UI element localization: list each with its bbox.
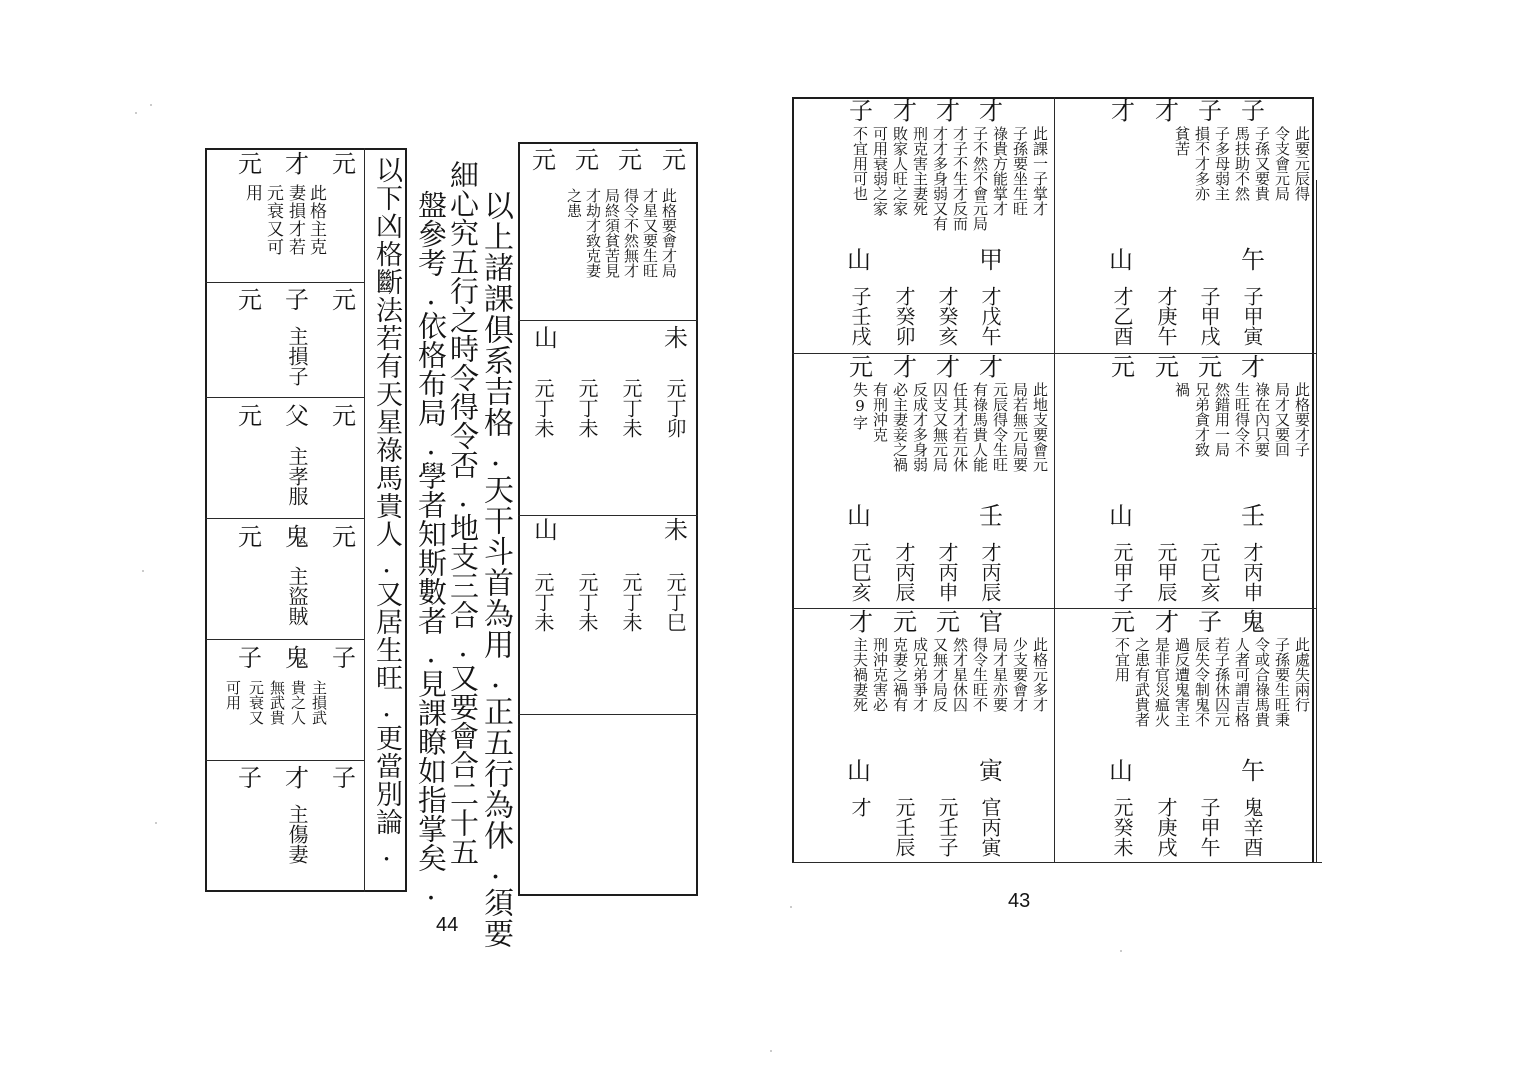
ganzhi-column: 元丁未 xyxy=(619,378,643,438)
cell-note: 子孫要生旺秉 xyxy=(1273,637,1291,727)
cell-note: 少支要會才 xyxy=(1011,637,1029,712)
ganzhi-column: 官丙寅 xyxy=(978,797,1002,857)
cell-note: 子孫要坐生旺 xyxy=(1011,126,1029,216)
cell-note: 主盜賊 xyxy=(285,566,309,626)
ganzhi-column: 元丁未 xyxy=(531,572,555,632)
cell-char: 元 xyxy=(332,150,356,178)
ganzhi-column: 才庚午 xyxy=(1154,286,1178,346)
ganzhi-column: 元丁巳 xyxy=(663,572,687,632)
cell-char: 子 xyxy=(332,764,356,792)
cell-note: 敗家人旺之家 xyxy=(891,126,909,216)
ganzhi-column: 元丁未 xyxy=(575,572,599,632)
cell-note: 克妻之禍有 xyxy=(891,637,909,712)
ganzhi-column: 才癸亥 xyxy=(935,286,959,346)
cell-char: 才 xyxy=(285,150,309,178)
cell-char: 元 xyxy=(662,146,686,174)
cell-char: 山 xyxy=(534,324,558,352)
ganzhi-column: 元癸未 xyxy=(1110,797,1134,857)
ganzhi-column: 才戊午 xyxy=(978,286,1002,346)
cell-note: 過反遭鬼害主 xyxy=(1173,637,1191,727)
cell-note: 反成才多身弱 xyxy=(911,382,929,472)
cell-char: 才 xyxy=(1241,353,1265,381)
cell-char: 寅 xyxy=(979,757,1003,785)
cell-note: 元衰又可 xyxy=(263,184,283,256)
ganzhi-column: 元丁未 xyxy=(575,378,599,438)
cell-char: 元 xyxy=(893,608,917,636)
cell-char: 元 xyxy=(849,353,873,381)
cell-note: 元衰又 xyxy=(247,680,265,725)
cell-char: 未 xyxy=(664,516,688,544)
cell-note: 此處失兩行 xyxy=(1293,637,1311,712)
cell-char: 元 xyxy=(332,286,356,314)
cell-note: 得令生旺不 xyxy=(971,637,989,712)
cell-char: 子 xyxy=(238,764,262,792)
cell-char: 壬 xyxy=(979,502,1003,530)
cell-char: 子 xyxy=(1241,97,1265,125)
cell-char: 鬼 xyxy=(285,644,309,672)
cell-note: 此要元辰得 xyxy=(1293,126,1311,201)
cell-note: 主孝服 xyxy=(285,446,309,506)
ganzhi-column: 才丙申 xyxy=(935,542,959,602)
cell-char: 元 xyxy=(1198,353,1222,381)
cell-note: 此格主克 xyxy=(306,184,326,256)
ganzhi-column: 元甲子 xyxy=(1110,542,1134,602)
prose-column: 盤參考.依格布局.學者知斯數者.見課瞭如指掌矣. xyxy=(414,190,448,906)
cell-note: 失9字 xyxy=(851,382,869,430)
cell-note: 成兄弟爭才 xyxy=(911,637,929,712)
cell-char: 午 xyxy=(1241,246,1265,274)
page-number: 44 xyxy=(436,914,459,936)
cell-note: 可用衰弱之家 xyxy=(871,126,889,216)
cell-note: 局終須貧苦見 xyxy=(603,188,621,278)
cell-note: 然才星休囚 xyxy=(951,637,969,712)
cell-note: 可用 xyxy=(224,680,242,710)
cell-note: 才子不生才反而 xyxy=(951,126,969,231)
cell-note: 是非官災瘟火 xyxy=(1153,637,1171,727)
cell-note: 然錯用一局 xyxy=(1213,382,1231,457)
page-number: 43 xyxy=(1008,890,1031,912)
cell-char: 甲 xyxy=(979,246,1003,274)
cell-note: 囚支又無元局 xyxy=(931,382,949,472)
cell-note: 生旺得令不 xyxy=(1233,382,1251,457)
cell-char: 父 xyxy=(285,402,309,430)
cell-note: 子多母弱主 xyxy=(1213,126,1231,201)
cell-char: 山 xyxy=(847,757,871,785)
cell-note: 若子孫休囚元 xyxy=(1213,637,1231,727)
cell-char: 元 xyxy=(238,150,262,178)
ganzhi-column: 子甲寅 xyxy=(1240,286,1264,346)
cell-note: 之患有武貴者 xyxy=(1133,637,1151,727)
cell-char: 子 xyxy=(238,644,262,672)
cell-note: 局才又要回 xyxy=(1273,382,1291,457)
ganzhi-column: 元丁卯 xyxy=(663,378,687,438)
cell-note: 辰失令制鬼不 xyxy=(1193,637,1211,727)
cell-note: 主夫禍妻死 xyxy=(851,637,869,712)
ganzhi-column: 子壬戌 xyxy=(848,286,872,346)
cell-note: 主損子 xyxy=(285,326,309,386)
cell-char: 元 xyxy=(936,608,960,636)
cell-char: 子 xyxy=(1198,608,1222,636)
cell-char: 子 xyxy=(849,97,873,125)
ganzhi-column: 元巳亥 xyxy=(1197,542,1221,602)
cell-note: 損不才多亦 xyxy=(1193,126,1211,201)
cell-note: 得令不然無才 xyxy=(622,188,640,278)
cell-char: 才 xyxy=(936,353,960,381)
cell-note: 不宜用可也 xyxy=(851,126,869,201)
cell-note: 子不然不會元局 xyxy=(971,126,989,231)
cell-char: 才 xyxy=(979,353,1003,381)
cell-char: 元 xyxy=(332,402,356,430)
cell-note: 人者可謂吉格 xyxy=(1233,637,1251,727)
prose-column: 細心究五行之時令得令否.地支三合.又要會合二十五 xyxy=(446,160,480,866)
cell-note: 刑沖克害必 xyxy=(871,637,889,712)
cell-char: 元 xyxy=(238,402,262,430)
cell-char: 山 xyxy=(847,246,871,274)
cell-note: 必主妻妾之禍 xyxy=(891,382,909,472)
cell-char: 山 xyxy=(1109,757,1133,785)
cell-note: 任其才若元休 xyxy=(951,382,969,472)
cell-note: 局若無元局要 xyxy=(1011,382,1029,472)
cell-note: 局才星亦要 xyxy=(991,637,1009,712)
cell-char: 山 xyxy=(534,516,558,544)
cell-note: 祿貴方能掌才 xyxy=(991,126,1009,216)
ganzhi-column: 子甲午 xyxy=(1197,797,1221,857)
cell-note: 子孫又要貴 xyxy=(1253,126,1271,201)
cell-char: 官 xyxy=(979,608,1003,636)
cell-note: 令或合祿馬貴 xyxy=(1253,637,1271,727)
cell-note: 禍 xyxy=(1173,382,1191,397)
cell-char: 鬼 xyxy=(285,523,309,551)
cell-note: 貴之人 xyxy=(289,680,307,725)
cell-note: 此格要會才局 xyxy=(660,188,678,278)
cell-note: 馬扶助不然 xyxy=(1233,126,1251,201)
grid-center-divider xyxy=(1054,97,1055,863)
cell-char: 元 xyxy=(618,146,642,174)
ganzhi-column: 才丙辰 xyxy=(978,542,1002,602)
cell-char: 元 xyxy=(238,286,262,314)
cell-char: 元 xyxy=(1111,353,1135,381)
ganzhi-column: 才丙辰 xyxy=(892,542,916,602)
cell-char: 元 xyxy=(238,523,262,551)
ganzhi-column: 元甲辰 xyxy=(1154,542,1178,602)
cell-char: 山 xyxy=(1109,246,1133,274)
cell-char: 才 xyxy=(979,97,1003,125)
cell-char: 午 xyxy=(1241,757,1265,785)
cell-note: 元辰得令生旺 xyxy=(991,382,1009,472)
cell-note: 此課一子掌才 xyxy=(1031,126,1049,216)
cell-char: 才 xyxy=(849,608,873,636)
ganzhi-column: 才癸卯 xyxy=(892,286,916,346)
cell-note: 此格要才子 xyxy=(1293,382,1311,457)
cell-char: 壬 xyxy=(1241,502,1265,530)
cell-char: 才 xyxy=(936,97,960,125)
cell-note: 妻損才若 xyxy=(285,184,305,256)
cell-note: 令支會元局 xyxy=(1273,126,1291,201)
prose-column: 以上諸課俱系吉格.天干斗首為用.正五行為休.須要 xyxy=(478,190,513,949)
cell-char: 鬼 xyxy=(1241,608,1265,636)
cell-note: 才劫才致克妻 xyxy=(584,188,602,278)
cell-char: 才 xyxy=(1155,97,1179,125)
cell-char: 子 xyxy=(285,286,309,314)
ganzhi-column: 元巳亥 xyxy=(848,542,872,602)
cell-note: 才才多身弱又有 xyxy=(931,126,949,231)
cell-char: 子 xyxy=(1198,97,1222,125)
cell-char: 才 xyxy=(893,353,917,381)
cell-note: 此地支要會元 xyxy=(1031,382,1049,472)
cell-char: 山 xyxy=(1109,502,1133,530)
cell-char: 山 xyxy=(847,502,871,530)
ganzhi-column: 元丁未 xyxy=(619,572,643,632)
cell-note: 之患 xyxy=(565,188,583,218)
cell-note: 主損武 xyxy=(310,680,328,725)
cell-note: 有祿馬貴人能 xyxy=(971,382,989,472)
cell-note: 此格元多才 xyxy=(1031,637,1049,712)
ganzhi-column: 才丙申 xyxy=(1240,542,1264,602)
cell-char: 才 xyxy=(1155,608,1179,636)
section-heading: 以下凶格斷法若有天星祿馬貴人.又居生旺.更當別論. xyxy=(371,156,402,868)
cell-note: 有刑沖克 xyxy=(871,382,889,442)
ganzhi-column: 子甲戌 xyxy=(1197,286,1221,346)
cell-note: 貧苦 xyxy=(1173,126,1191,156)
cell-note: 不宜用 xyxy=(1113,637,1131,682)
cell-note: 用 xyxy=(242,184,262,202)
cell-char: 子 xyxy=(332,644,356,672)
left-table-inner-divider xyxy=(364,148,365,892)
ganzhi-column: 元丁未 xyxy=(531,378,555,438)
cell-note: 祿在內只要 xyxy=(1253,382,1271,457)
ganzhi-column: 才庚戌 xyxy=(1154,797,1178,857)
cell-note: 兄弟貪才致 xyxy=(1193,382,1211,457)
cell-char: 元 xyxy=(1155,353,1179,381)
ganzhi-column: 元壬辰 xyxy=(892,797,916,857)
cell-char: 元 xyxy=(1111,608,1135,636)
ganzhi-column: 鬼辛酉 xyxy=(1240,797,1264,857)
ganzhi-column: 元壬子 xyxy=(935,797,959,857)
cell-note: 又無才局反 xyxy=(931,637,949,712)
cell-char: 才 xyxy=(1111,97,1135,125)
cell-note: 無武貴 xyxy=(268,680,286,725)
cell-char: 元 xyxy=(332,523,356,551)
cell-note: 主傷妻 xyxy=(285,804,309,864)
ganzhi-column: 才乙酉 xyxy=(1110,286,1134,346)
cell-char: 才 xyxy=(285,764,309,792)
cell-note: 刑克害主妻死 xyxy=(911,126,929,216)
cell-char: 才 xyxy=(893,97,917,125)
cell-char: 元 xyxy=(532,146,556,174)
cell-note: 才星又要生旺 xyxy=(641,188,659,278)
cell-char: 未 xyxy=(664,324,688,352)
ganzhi-column: 才 xyxy=(848,797,872,817)
cell-char: 元 xyxy=(575,146,599,174)
